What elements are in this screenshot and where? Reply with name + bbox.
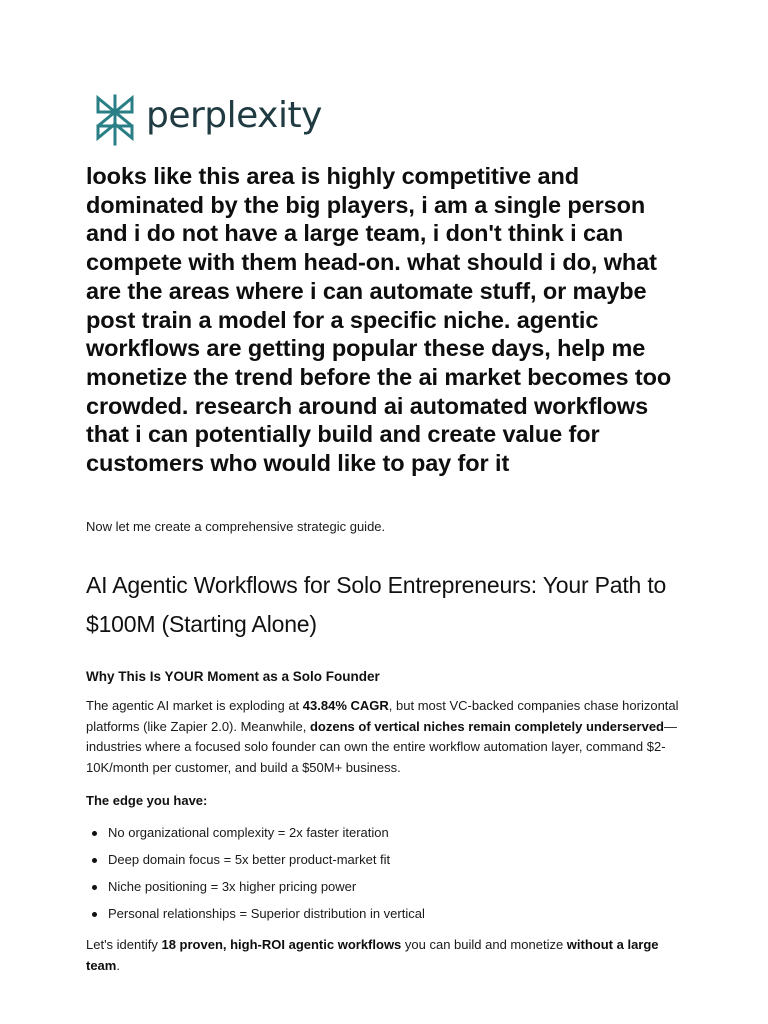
edge-heading: The edge you have: <box>86 793 208 808</box>
user-query: looks like this area is highly competitive and dominated by the big players, i am a single person and i do not have a large team, i don't think i can compete with them head-on. what should i do, what are the areas where i can automate stuff, or maybe post train a model for a specific niche. agentic workflows are getting popular these days, help me monetize the trend before the ai market becomes too crowded. research around ai automated workflows that i can potentially build and create value for customers who would like to pay for it <box>86 163 672 477</box>
brand-logo <box>94 94 322 146</box>
page-title: AI Agentic Workflows for Solo Entrepreneurs: Your Path to $100M (Starting Alone) <box>86 572 667 637</box>
para-bold-1: 43.84% CAGR <box>302 698 389 713</box>
bullet-icon <box>92 912 97 917</box>
perplexity-logo-icon <box>94 94 136 146</box>
list-item <box>86 851 686 878</box>
edge-list <box>86 824 686 932</box>
closing-bold-1: 18 proven, high-ROI agentic workflows <box>161 937 402 952</box>
list-item <box>86 878 686 905</box>
bullet-icon <box>92 831 97 836</box>
list-item-text: No organizational complexity = 2x faster iteration <box>108 825 389 840</box>
list-item <box>86 905 686 932</box>
closing-bold-2: without a large team <box>86 937 659 973</box>
para-bold-2: dozens of vertical niches remain completely underserved <box>309 718 664 734</box>
para-text-3: —industries where a focused solo founder can own the entire workflow automation layer, command $2-10K/month per customer, and build a $50M+ business. <box>86 718 677 776</box>
para-text-1: The agentic AI market is exploding at <box>86 698 303 713</box>
bullet-icon <box>92 885 97 890</box>
closing-text-1: Let's identify <box>86 937 162 952</box>
list-item <box>86 824 686 851</box>
section-paragraph <box>86 696 686 779</box>
intro-text: Now let me create a comprehensive strategic guide. <box>86 519 386 534</box>
closing-text-2: you can build and monetize <box>401 937 567 952</box>
brand-name: perplexity <box>146 95 322 136</box>
closing-text-3: . <box>116 958 120 973</box>
section-heading: Why This Is YOUR Moment as a Solo Founder <box>86 669 380 684</box>
list-item-text: Personal relationships = Superior distribution in vertical <box>108 906 425 921</box>
bullet-icon <box>92 858 97 863</box>
closing-paragraph <box>86 934 686 976</box>
list-item-text: Niche positioning = 3x higher pricing power <box>108 879 357 894</box>
para-text-2: , but most VC-backed companies chase horizontal platforms (like Zapier 2.0). Meanwhile, <box>86 698 679 734</box>
list-item-text: Deep domain focus = 5x better product-market fit <box>108 852 391 867</box>
